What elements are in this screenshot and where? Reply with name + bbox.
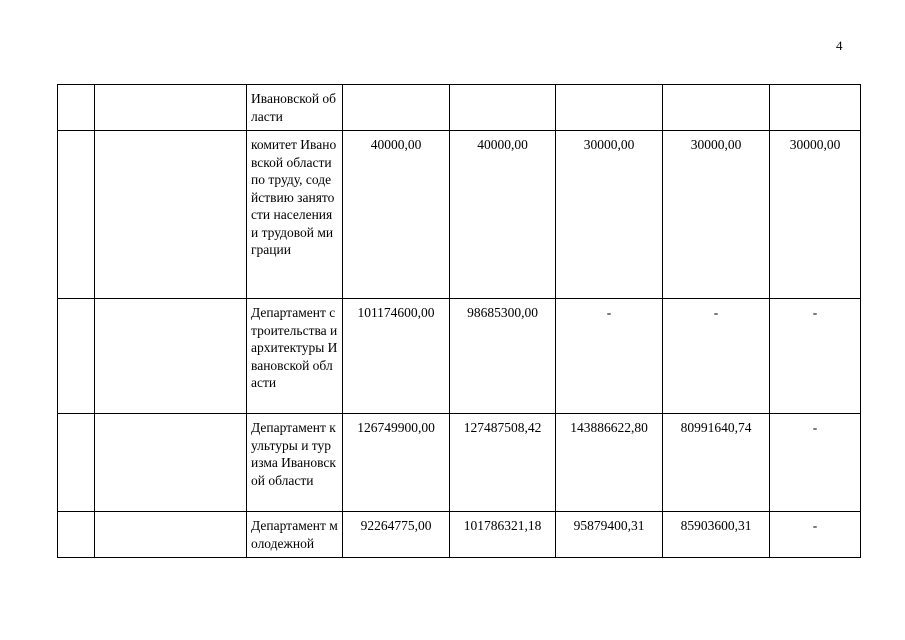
- table-cell-value: -: [663, 299, 770, 414]
- table-cell-value: [770, 85, 861, 131]
- table-row: [58, 512, 861, 558]
- table-cell-executor: Ивановской области: [247, 85, 343, 131]
- table-cell-value: 30000,00: [556, 131, 663, 299]
- page-number: 4: [836, 38, 843, 53]
- table-cell-value: 143886622,80: [556, 414, 663, 512]
- budget-table: [57, 84, 861, 558]
- table-cell-value: 101174600,00: [343, 299, 450, 414]
- table-cell-value: [663, 85, 770, 131]
- table-cell-executor: Департамент культуры и туризма Ивановской области: [247, 414, 343, 512]
- table-row: [58, 85, 861, 131]
- table-cell-value: [343, 85, 450, 131]
- table-cell-value: -: [556, 299, 663, 414]
- table-cell-value: 40000,00: [343, 131, 450, 299]
- table-row: [58, 131, 861, 299]
- table-cell-value: 95879400,31: [556, 512, 663, 558]
- table-cell-value: 127487508,42: [450, 414, 556, 512]
- table-cell-value: -: [770, 512, 861, 558]
- table-cell-value: 101786321,18: [450, 512, 556, 558]
- table-cell-value: 126749900,00: [343, 414, 450, 512]
- table-cell-index: [58, 414, 95, 512]
- table-cell-value: -: [770, 414, 861, 512]
- table-cell-code: [95, 85, 247, 131]
- table-cell-index: [58, 299, 95, 414]
- table-cell-code: [95, 414, 247, 512]
- table-cell-index: [58, 131, 95, 299]
- table-cell-executor: комитет Ивановской области по труду, содействию занятости населения и трудовой миграции: [247, 131, 343, 299]
- table-cell-value: 40000,00: [450, 131, 556, 299]
- table-cell-value: 30000,00: [770, 131, 861, 299]
- table-row: [58, 414, 861, 512]
- table-cell-value: 80991640,74: [663, 414, 770, 512]
- table-cell-executor: Департамент молодежной: [247, 512, 343, 558]
- table-cell-code: [95, 131, 247, 299]
- table-cell-executor: Департамент строительства и архитектуры Ивановской области: [247, 299, 343, 414]
- table-row: [58, 299, 861, 414]
- table-cell-value: 92264775,00: [343, 512, 450, 558]
- table-cell-value: 85903600,31: [663, 512, 770, 558]
- table-cell-index: [58, 512, 95, 558]
- table-cell-value: 30000,00: [663, 131, 770, 299]
- table-cell-value: 98685300,00: [450, 299, 556, 414]
- table-cell-code: [95, 299, 247, 414]
- table-cell-value: [556, 85, 663, 131]
- table-cell-value: [450, 85, 556, 131]
- table-cell-value: -: [770, 299, 861, 414]
- table-cell-index: [58, 85, 95, 131]
- table-cell-code: [95, 512, 247, 558]
